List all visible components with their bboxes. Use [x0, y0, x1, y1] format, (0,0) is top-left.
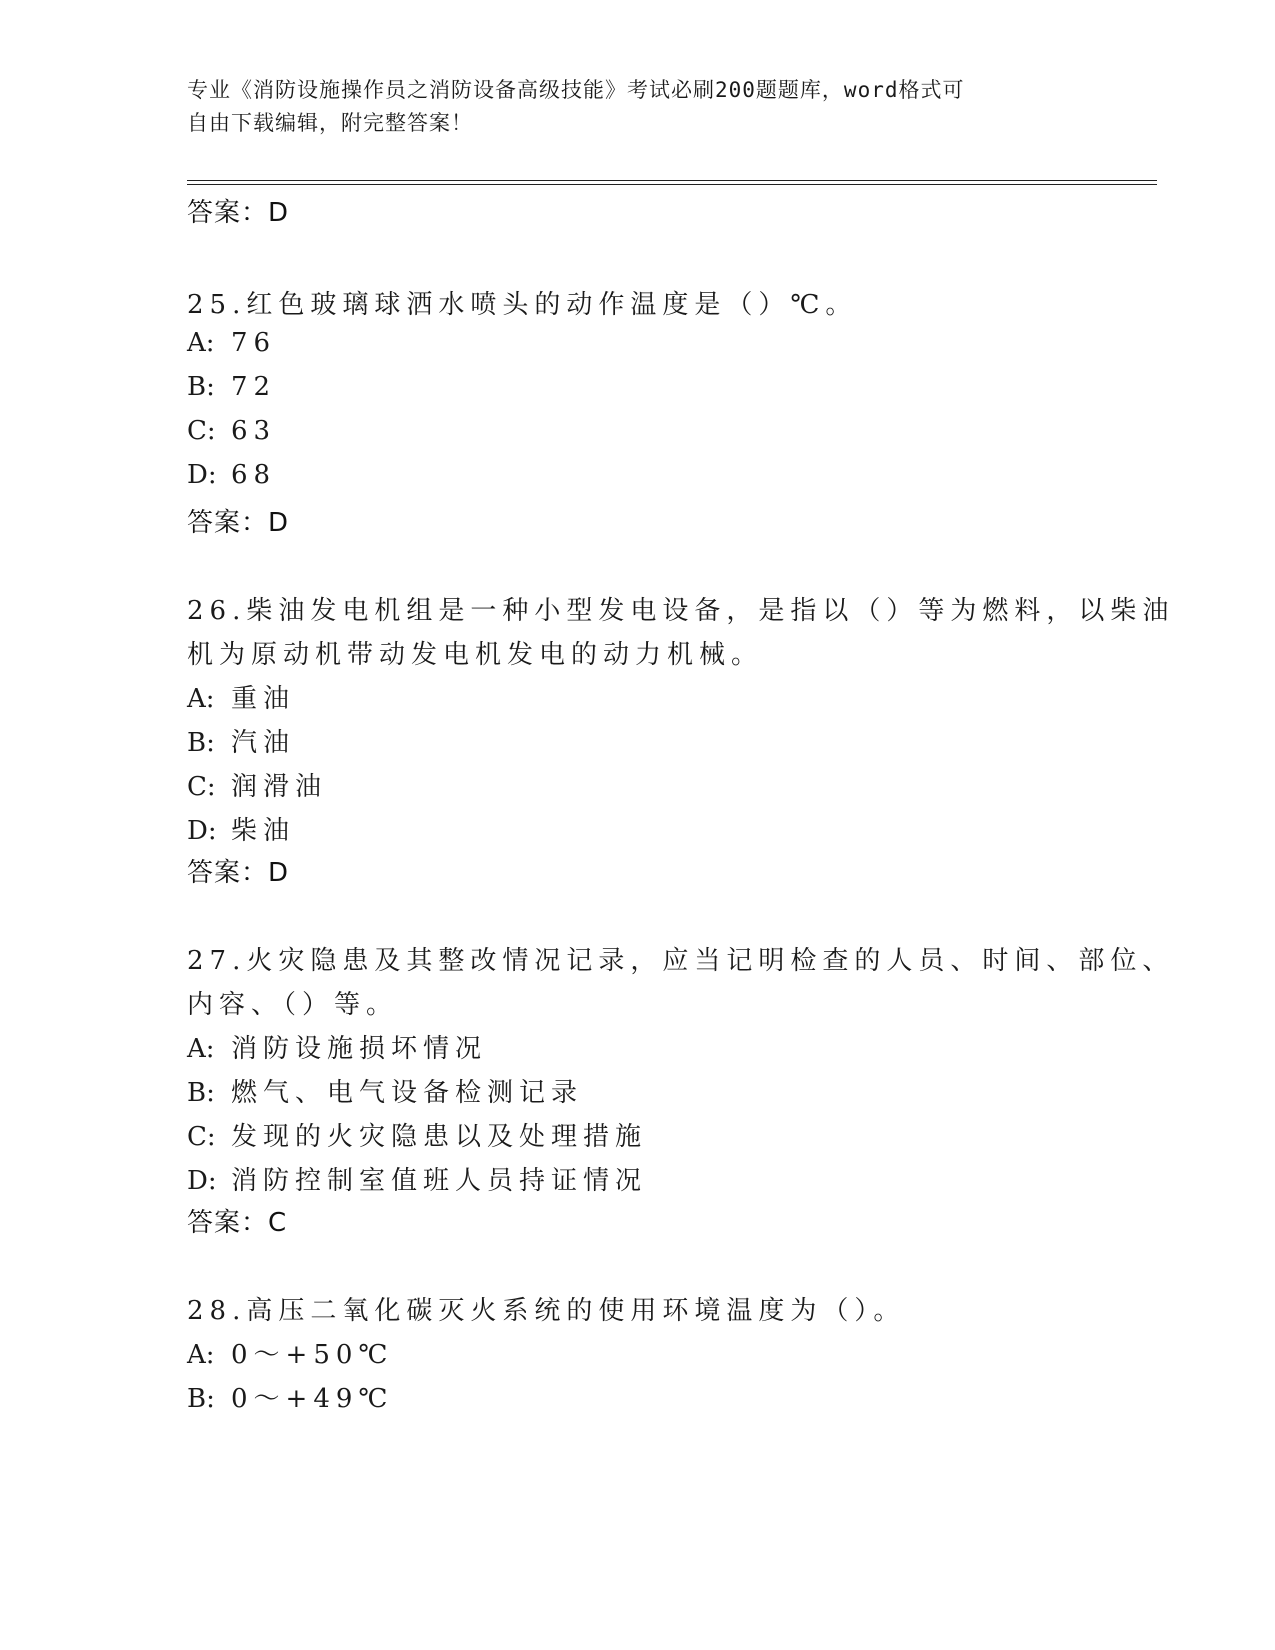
question-27-text-line-2: 内容、（）等。 [187, 990, 399, 1020]
question-27-text-line-1: 27.火灾隐患及其整改情况记录，应当记明检查的人员、时间、部位、 [187, 946, 1175, 976]
option-key: B: [187, 728, 215, 758]
question-27-option-b [187, 1072, 583, 1109]
option-text: 76 [231, 328, 277, 358]
question-27-option-d [187, 1160, 647, 1197]
question-28-text: 28.高压二氧化碳灭火系统的使用环境温度为（）。 [187, 1296, 906, 1326]
header-line-1: 专业《消防设施操作员之消防设备高级技能》考试必刷200题题库，word格式可 [187, 78, 965, 102]
question-27-option-c [187, 1116, 647, 1153]
question-25-option-b [187, 372, 276, 402]
option-text: 重油 [231, 684, 296, 714]
question-25-option-a [187, 328, 276, 358]
question-26-option-a [187, 678, 295, 715]
option-text: 68 [231, 460, 277, 490]
option-text: 72 [231, 372, 277, 402]
question-25-option-d [187, 460, 276, 490]
option-text: 63 [231, 416, 277, 446]
option-key: B: [187, 1384, 215, 1414]
question-26-option-d [187, 810, 295, 847]
option-text: 发现的火灾隐患以及处理措施 [231, 1122, 648, 1152]
question-27-answer: 答案：C [187, 1208, 288, 1238]
question-26-option-b [187, 722, 295, 759]
question-26-text-line-2: 机为原动机带动发电机发电的动力机械。 [187, 640, 764, 670]
option-text: 柴油 [231, 816, 296, 846]
option-text: 燃气、电气设备检测记录 [231, 1078, 584, 1108]
question-25-text: 25.红色玻璃球洒水喷头的动作温度是（）℃。 [187, 290, 858, 320]
option-text: 消防设施损坏情况 [231, 1034, 488, 1064]
option-text: 汽油 [231, 728, 296, 758]
option-key: D: [187, 1166, 217, 1196]
question-27-option-a [187, 1028, 487, 1065]
option-key: A: [187, 1034, 215, 1064]
question-28-option-b [187, 1378, 394, 1415]
option-key: B: [187, 1078, 215, 1108]
question-26-answer: 答案：D [187, 858, 290, 888]
option-key: C: [187, 1122, 216, 1152]
option-text: 润滑油 [231, 772, 328, 802]
option-key: A: [187, 684, 215, 714]
question-26-option-c [187, 766, 327, 803]
option-key: B: [187, 372, 215, 402]
question-25-answer: 答案：D [187, 508, 290, 538]
option-text: 消防控制室值班人员持证情况 [231, 1166, 648, 1196]
question-25-option-c [187, 416, 276, 446]
question-26-text-line-1: 26.柴油发电机组是一种小型发电设备，是指以（）等为燃料，以柴油 [187, 596, 1175, 626]
option-key: D: [187, 816, 217, 846]
option-text: 0～+50℃ [231, 1340, 394, 1370]
option-text: 0～+49℃ [231, 1384, 394, 1414]
option-key: C: [187, 416, 216, 446]
header-line-2: 自由下载编辑，附完整答案！ [187, 111, 473, 135]
option-key: D: [187, 460, 217, 490]
document-header [187, 74, 1087, 140]
previous-answer: 答案：D [187, 198, 290, 228]
option-key: C: [187, 772, 216, 802]
header-divider-top [187, 180, 1157, 181]
option-key: A: [187, 1340, 215, 1370]
question-28-option-a [187, 1334, 394, 1371]
header-divider-bottom [187, 184, 1157, 185]
option-key: A: [187, 328, 215, 358]
